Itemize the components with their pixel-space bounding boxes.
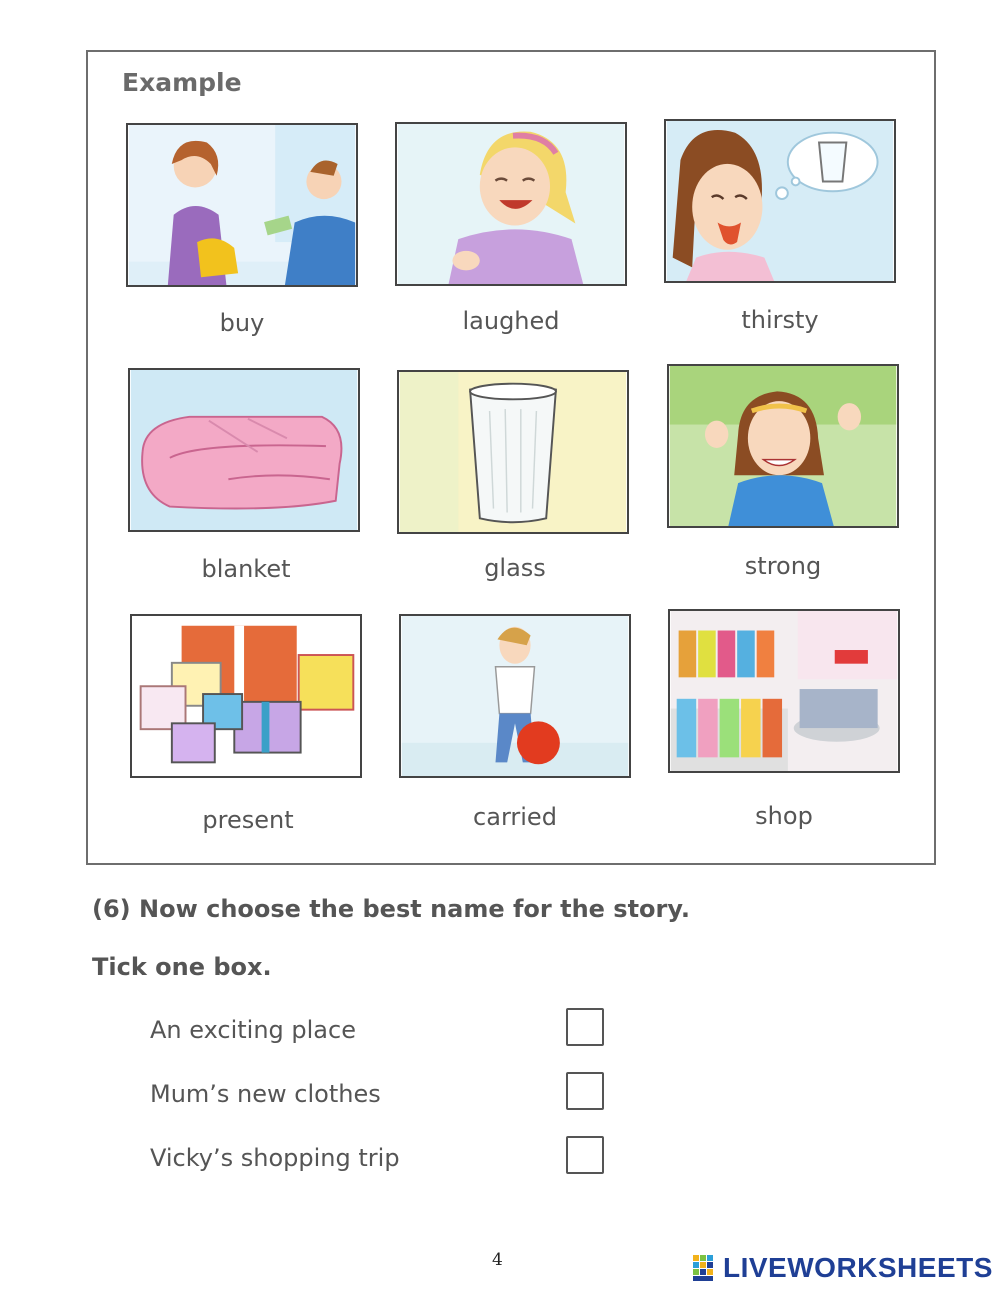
instruction-text: Tick one box.: [92, 953, 272, 981]
liveworksheets-logo-icon: [693, 1255, 719, 1281]
word-present: present: [202, 806, 294, 834]
brand-text: LIVEWORKSHEETS: [723, 1252, 993, 1283]
question-text: (6) Now choose the best name for the story.: [92, 895, 690, 923]
presents-illustration: [130, 614, 362, 778]
option-label: Vicky’s shopping trip: [150, 1144, 400, 1172]
example-title: Example: [122, 68, 242, 97]
thirsty-girl-illustration: [664, 119, 896, 283]
girl-laughing-illustration: [395, 122, 627, 286]
word-laughed: laughed: [462, 307, 560, 335]
page-number: 4: [492, 1250, 503, 1270]
word-buy: buy: [219, 309, 265, 337]
word-strong: strong: [744, 552, 822, 580]
liveworksheets-brand[interactable]: [693, 1252, 993, 1284]
word-thirsty: thirsty: [741, 306, 819, 334]
option-checkbox[interactable]: [566, 1072, 604, 1110]
option-label: Mum’s new clothes: [150, 1080, 381, 1108]
clothes-shop-illustration: [668, 609, 900, 773]
girl-carrying-bag-illustration: [399, 614, 631, 778]
option-checkbox[interactable]: [566, 1136, 604, 1174]
word-blanket: blanket: [201, 555, 291, 583]
word-glass: glass: [484, 554, 546, 582]
option-label: An exciting place: [150, 1016, 356, 1044]
strong-girl-illustration: [667, 364, 899, 528]
glass-illustration: [397, 370, 629, 534]
option-checkbox[interactable]: [566, 1008, 604, 1046]
pink-blanket-illustration: [128, 368, 360, 532]
word-carried: carried: [473, 803, 557, 831]
word-shop: shop: [755, 802, 813, 830]
woman-buying-bag-illustration: [126, 123, 358, 287]
